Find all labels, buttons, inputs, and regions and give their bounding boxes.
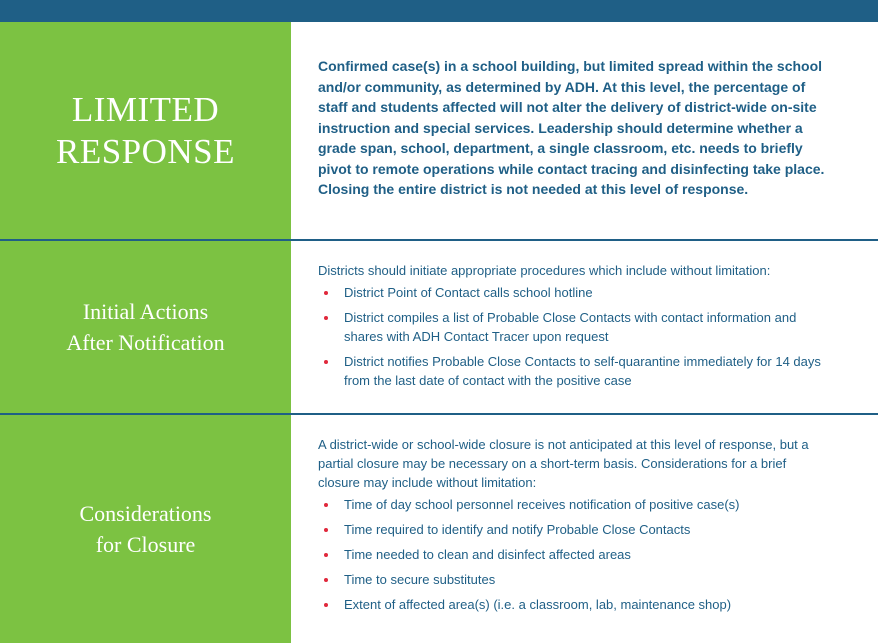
list-item: Extent of affected area(s) (i.e. a classroom, lab, maintenance shop) [318, 595, 828, 614]
bullet-icon [324, 603, 328, 607]
row-title-line1: Initial Actions [82, 299, 209, 324]
intro-text: Districts should initiate appropriate procedures which include without limitation: [318, 263, 771, 278]
list-item: Time of day school personnel receives notification of positive case(s) [318, 495, 828, 514]
list-item: Time to secure substitutes [318, 570, 828, 589]
list-item: Time required to identify and notify Probable Close Contacts [318, 520, 828, 539]
bullet-icon [324, 503, 328, 507]
bullet-icon [324, 360, 328, 364]
intro-text: A district-wide or school-wide closure is not anticipated at this level of response, but a partial closure may be necessary on a short-term basis. Considerations for a brief closure may include without limitation: [318, 437, 809, 490]
limited-response-description [291, 22, 878, 239]
initial-actions-header [0, 241, 291, 413]
initial-actions-row [0, 241, 878, 415]
bullet-icon [324, 528, 328, 532]
bullet-icon [324, 553, 328, 557]
top-banner [0, 0, 878, 22]
list-item: Time needed to clean and disinfect affected areas [318, 545, 828, 564]
row-title-line2: After Notification [66, 330, 225, 355]
closure-considerations-content [291, 415, 878, 643]
row-title-line2: for Closure [95, 532, 196, 557]
bullet-icon [324, 578, 328, 582]
bullet-list [318, 283, 828, 390]
bullet-list [318, 495, 828, 614]
limited-response-header [0, 22, 291, 239]
list-item: District compiles a list of Probable Close Contacts with contact information and shares with ADH Contact Tracer upon request [318, 308, 828, 346]
description-text: Confirmed case(s) in a school building, but limited spread within the school and/or community, as determined by ADH. At this level, the percentage of staff and students affected will not alter the delivery of district-wide on-site instruction and special services. Leadership should determine whether a grade span, school, department, a single classroom, etc. needs to briefly pivot to remote operations while contact tracing and disinfecting take place. Closing the entire district is not needed at this level of response. [318, 58, 825, 197]
list-item: District Point of Contact calls school hotline [318, 283, 828, 302]
bullet-icon [324, 316, 328, 320]
list-item: District notifies Probable Close Contacts to self-quarantine immediately for 14 days from the last date of contact with the positive case [318, 352, 828, 390]
row-title-line1: Considerations [79, 501, 212, 526]
row-title-line1: LIMITED [71, 89, 220, 129]
closure-considerations-header [0, 415, 291, 643]
closure-considerations-row [0, 415, 878, 643]
initial-actions-content [291, 241, 878, 413]
bullet-icon [324, 291, 328, 295]
limited-response-row [0, 22, 878, 241]
row-title-line2: RESPONSE [55, 131, 236, 171]
